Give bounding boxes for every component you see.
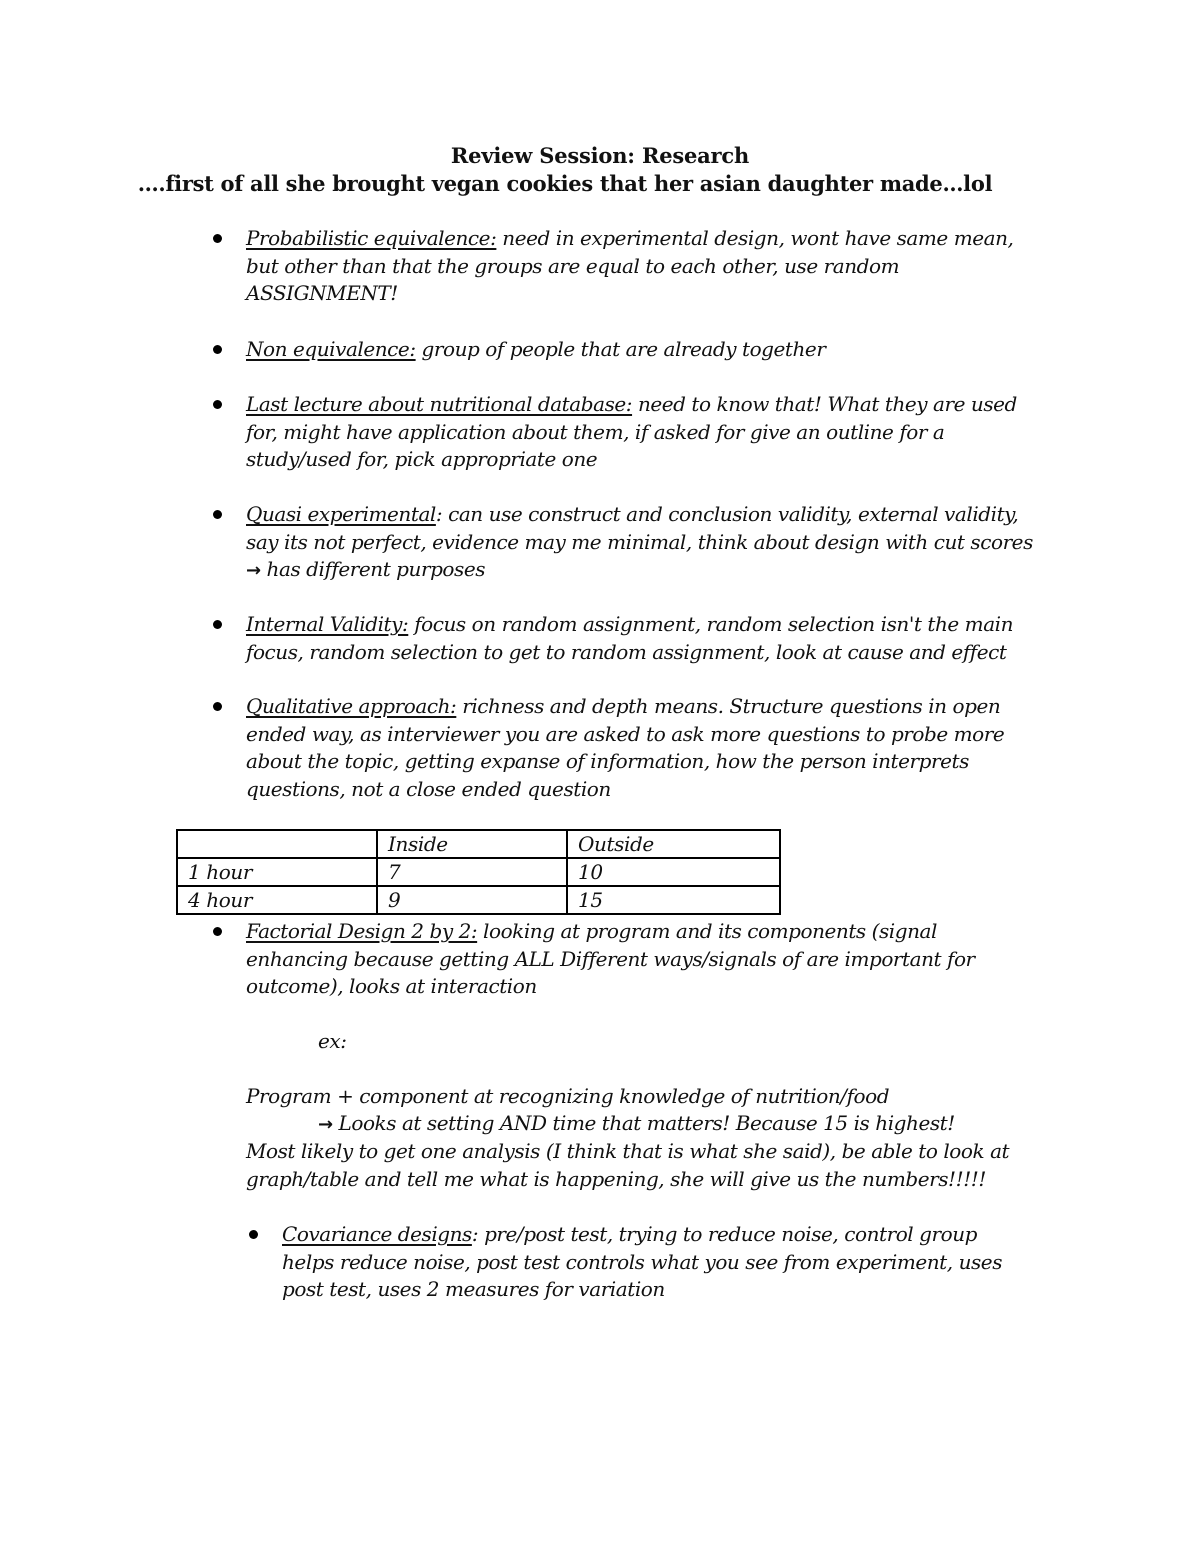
bullet-text: focus on random assignment, random selection isn't the main focus, random selection to get to random assignment, look at cause and effect: [246, 612, 1014, 664]
example-line-analysis: Most likely to get one analysis (I think that is what she said), be able to look at graph/table and tell me what is happening, she will give us the numbers!!!!!: [246, 1139, 1010, 1191]
bullet-term: Covariance designs: [282, 1222, 472, 1246]
bullet-icon: [213, 510, 222, 519]
bullet-probabilistic-equivalence: [246, 225, 1036, 308]
bullet-non-equivalence: [246, 336, 1036, 364]
bullet-text: need in experimental design, wont have same mean, but other than that the groups are equal to each other, use random ASSIGNMENT!: [246, 226, 1014, 305]
factorial-table: [176, 829, 781, 915]
bullet-icon: [213, 702, 222, 711]
bullet-text: need to know that! What they are used for, might have application about them, if asked for give an outline for a study/used for, pick appropriate one: [246, 392, 1017, 471]
bullet-term: Last lecture about nutritional database:: [246, 392, 633, 416]
bullet-text: group of people that are already together: [415, 337, 826, 361]
table-cell: 15: [567, 886, 780, 914]
bullet-covariance-designs: [282, 1221, 1022, 1304]
bullet-term: Quasi experimental: [246, 502, 436, 526]
bullet-term: Internal Validity:: [246, 612, 409, 636]
bullet-internal-validity: [246, 611, 1036, 666]
bullet-icon: [213, 345, 222, 354]
bullet-term: Probabilistic equivalence:: [246, 226, 497, 250]
table-header-cell: [177, 830, 377, 858]
bullet-icon: [213, 927, 222, 936]
bullet-text-after-arrow: has different purposes: [260, 557, 486, 581]
bullet-term: Factorial Design 2 by 2:: [246, 919, 478, 943]
table-header-row: [177, 830, 780, 858]
table-cell: 4 hour: [177, 886, 377, 914]
table-header-cell: Outside: [567, 830, 780, 858]
table-cell: 1 hour: [177, 858, 377, 886]
bullet-nutritional-database: [246, 391, 1036, 474]
bullet-text: richness and depth means. Structure questions in open ended way, as interviewer you are asked to ask more questions to probe more about the topic, getting expanse of information, how the person interprets questions, not a close ended question: [246, 694, 1005, 801]
table-row: [177, 858, 780, 886]
document-subtitle: ….first of all she brought vegan cookies that her asian daughter made…lol: [137, 171, 993, 196]
bullet-factorial-design: [246, 918, 1036, 1001]
bullet-text: : pre/post test, trying to reduce noise, control group helps reduce noise, post test controls what you see from experiment, uses post test, uses 2 measures for variation: [282, 1222, 1003, 1301]
bullet-term: Non equivalence:: [246, 337, 416, 361]
table-cell: 9: [377, 886, 567, 914]
bullet-term: Qualitative approach:: [246, 694, 457, 718]
document-title: Review Session: Research: [450, 143, 750, 168]
table-cell: 7: [377, 858, 567, 886]
bullet-quasi-experimental: [246, 501, 1036, 585]
bullet-qualitative-approach: [246, 693, 1036, 803]
example-line-arrow: [318, 1110, 1038, 1139]
arrow-right-icon: →: [318, 1114, 333, 1135]
bullet-icon: [249, 1230, 258, 1239]
table-cell: 10: [567, 858, 780, 886]
example-arrow-text: Looks at setting AND time that matters! Because 15 is highest!: [332, 1111, 955, 1135]
bullet-icon: [213, 400, 222, 409]
bullet-text: : can use construct and conclusion validity, external validity, say its not perfect, evidence may me minimal, think about design with cut scores: [246, 502, 1033, 554]
table-row: [177, 886, 780, 914]
bullet-text: looking at program and its components (signal enhancing because getting ALL Different ways/signals of are important for outcome), looks at interaction: [246, 919, 975, 998]
table-header-cell: Inside: [377, 830, 567, 858]
arrow-right-icon: →: [246, 560, 261, 581]
example-label: ex:: [318, 1029, 347, 1053]
example-line-program: Program + component at recognizing knowledge of nutrition/food: [246, 1084, 890, 1108]
bullet-icon: [213, 234, 222, 243]
bullet-icon: [213, 620, 222, 629]
